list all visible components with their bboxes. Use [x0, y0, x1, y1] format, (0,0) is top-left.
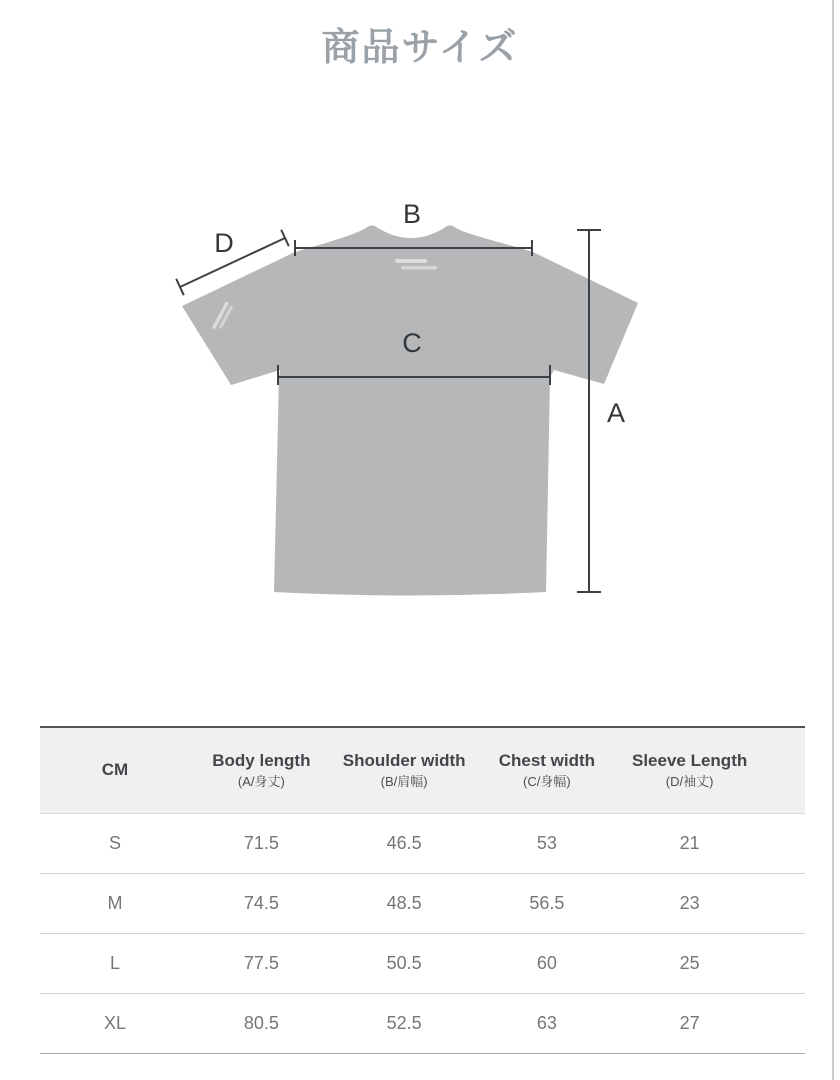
column-header-sublabel: (C/身幅) [523, 774, 571, 790]
column-header-label: Body length [212, 751, 311, 771]
column-header-label: CM [101, 760, 129, 780]
sleeve-length-cell: 21 [679, 833, 700, 853]
column-header-label: Chest width [498, 751, 596, 771]
column-header-sublabel: (D/袖丈) [665, 774, 714, 790]
size-row-m [40, 874, 805, 934]
label-a: A [606, 398, 626, 428]
shoulder-width-cell: 50.5 [386, 953, 422, 973]
column-header-cm [40, 728, 190, 813]
size-cell: M [107, 893, 123, 913]
column-header-sleeve-length [618, 728, 761, 813]
column-header-chest-width [476, 728, 619, 813]
chest-width-cell: 53 [536, 833, 557, 853]
column-header-shoulder-width [333, 728, 476, 813]
chest-width-cell: 63 [536, 1013, 557, 1033]
size-cell: XL [103, 1013, 127, 1033]
body-length-cell: 80.5 [243, 1013, 279, 1033]
shoulder-width-cell: 46.5 [386, 833, 422, 853]
size-row-l [40, 934, 805, 994]
body-length-cell: 77.5 [243, 953, 279, 973]
sleeve-length-cell: 27 [679, 1013, 700, 1033]
page-title: 商品サイズ [321, 27, 519, 69]
chest-width-cell: 60 [536, 953, 557, 973]
sleeve-length-cell: 25 [679, 953, 700, 973]
size-row-xl [40, 994, 805, 1054]
shoulder-width-cell: 48.5 [386, 893, 422, 913]
tshirt-measurement-diagram [0, 190, 840, 640]
measure-line-b [295, 199, 532, 256]
column-header-label: Shoulder width [342, 751, 466, 771]
tshirt-diagram-svg [0, 190, 840, 640]
body-length-cell: 74.5 [243, 893, 279, 913]
size-cell: L [109, 953, 120, 973]
tshirt-back-shape [182, 226, 638, 596]
size-row-s [40, 814, 805, 874]
size-cell: S [108, 833, 121, 853]
body-length-cell: 71.5 [243, 833, 279, 853]
label-b: B [402, 199, 422, 229]
size-table [40, 726, 805, 1054]
shoulder-width-cell: 52.5 [386, 1013, 422, 1033]
column-header-label: Sleeve Length [631, 751, 748, 771]
column-header-body-length [190, 728, 333, 813]
sleeve-length-cell: 23 [679, 893, 700, 913]
column-header-sublabel: (B/肩幅) [380, 774, 428, 790]
label-d: D [214, 228, 234, 258]
column-header-sublabel: (A/身丈) [237, 774, 285, 790]
chest-width-cell: 56.5 [529, 893, 565, 913]
label-c: C [402, 328, 422, 358]
size-table-header-row [40, 728, 805, 814]
